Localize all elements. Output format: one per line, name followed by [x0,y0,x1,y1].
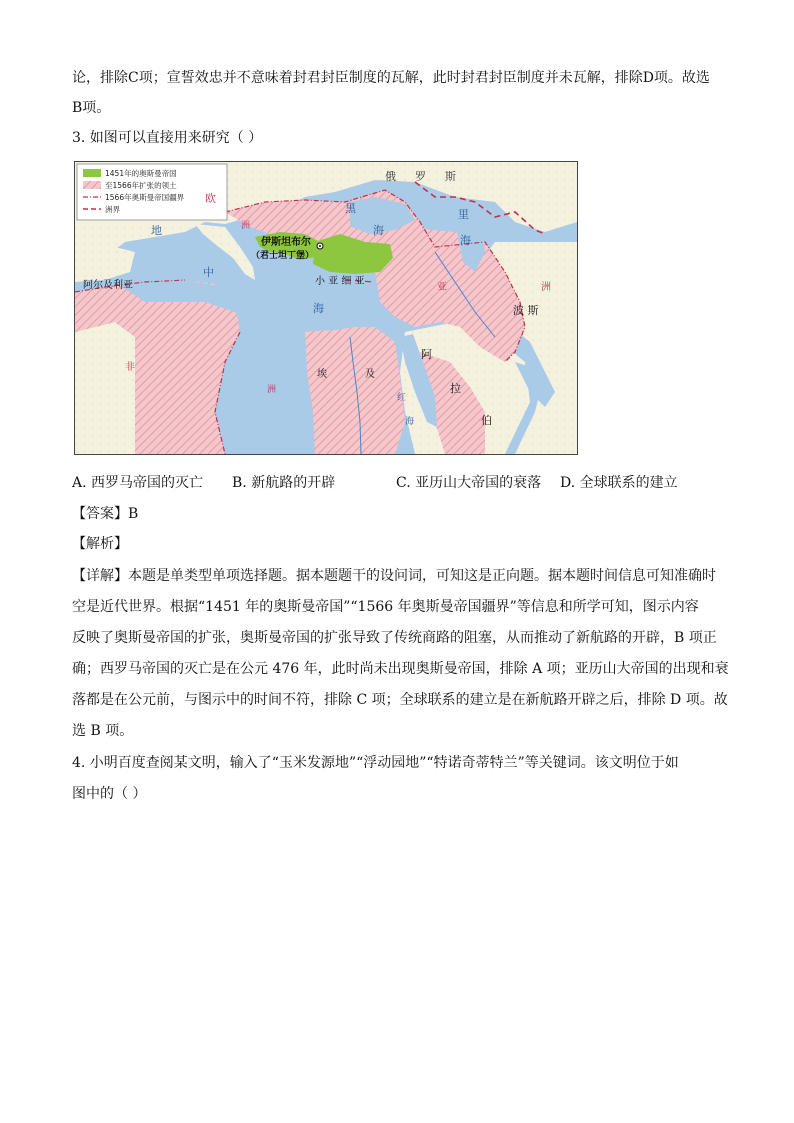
label-black-sea: 黑 [345,202,356,215]
label-persia: 波 斯 [513,304,539,317]
option-d: D. 全球联系的建立 [560,475,678,491]
legend-swatch-1451 [83,169,101,177]
label-egypt: 埃 [317,369,327,380]
label-arabia: 阿 [421,348,432,361]
label-russia: 斯 [445,170,456,183]
label-europe: 欧 [205,192,216,205]
paragraph-line: B项。 [72,100,111,116]
label-caspian: 海 [460,234,471,247]
analysis-heading: 【解析】 [72,536,128,552]
label-asia-minor: 小 亚 细 亚 [315,276,365,287]
africa-west-land [75,322,135,454]
label-africa: 洲 [267,385,277,395]
label-constantinople: （君士坦丁堡） [251,251,315,261]
label-black-sea: 海 [373,224,384,237]
ottoman-empire-map [74,161,578,455]
detail-line: 确；西罗马帝国的灭亡是在公元 476 年，此时尚未出现奥斯曼帝国，排除 A 项；亚历山大帝国的出现和衰 [72,661,729,677]
detail-line: 【详解】本题是单类型单项选择题。据本题题干的设问词，可知这是正向题。据本题时间信息可知准确时 [72,568,716,584]
label-russia: 俄 [385,170,396,183]
label-russia: 罗 [415,170,426,183]
question-3-stem: 3. 如图可以直接用来研究（ ） [72,130,263,146]
label-mediterranean: 海 [313,302,324,315]
label-egypt: 及 [365,369,375,380]
question-4-stem: 图中的（ ） [72,786,147,802]
egypt-expansion [305,327,405,454]
label-caspian: 里 [458,208,469,221]
label-europe: 洲 [241,221,251,231]
detail-line: 空是近代世界。根据“1451 年的奥斯曼帝国”“1566 年奥斯曼帝国疆界”等信息和所学可知，图示内容 [72,599,699,615]
detail-line: 反映了奥斯曼帝国的扩张，奥斯曼帝国的扩张导致了传统商路的阻塞，从而推动了新航路的开辟，B 项正 [72,630,717,646]
legend-label: 1451年的奥斯曼帝国 [105,169,177,178]
detail-line: 选 B 项。 [72,723,134,739]
option-b: B. 新航路的开辟 [232,475,336,491]
legend-label: 洲界 [105,205,120,214]
label-mediterranean: 地 [151,224,162,237]
label-red-sea: 红 [397,393,407,403]
option-c: C. 亚历山大帝国的衰落 [396,475,542,491]
option-a: A. 西罗马帝国的灭亡 [72,475,204,491]
question-4-stem: 4. 小明百度查阅某文明，输入了“玉米发源地”“浮动园地”“特诺奇蒂特兰”等关键词。该文明位于如 [72,755,679,771]
label-asia: 洲 [541,282,551,293]
label-africa: 非 [125,362,135,373]
label-red-sea: 海 [405,417,415,427]
paragraph-line: 论，排除C项；宣誓效忠并不意味着封君封臣制度的瓦解，此时封君封臣制度并未瓦解，排除D项。故选 [72,70,710,86]
label-algeria: 阿尔及利亚 [83,280,133,291]
label-asia: 亚 [437,282,447,293]
detail-line: 落都是在公元前，与图示中的时间不符，排除 C 项；全球联系的建立是在新航路开辟之后，排除 D 项。故 [72,692,728,708]
legend-label: 至1566年扩张的领土 [105,181,177,190]
legend-swatch-expansion [83,181,101,189]
legend-label: 1566年奥斯曼帝国疆界 [105,193,185,202]
label-istanbul: 伊斯坦布尔 [261,237,311,248]
answer-line: 【答案】B [72,506,139,522]
label-mediterranean: 中 [203,266,214,279]
label-arabia: 伯 [481,414,492,427]
label-arabia: 拉 [450,382,461,395]
